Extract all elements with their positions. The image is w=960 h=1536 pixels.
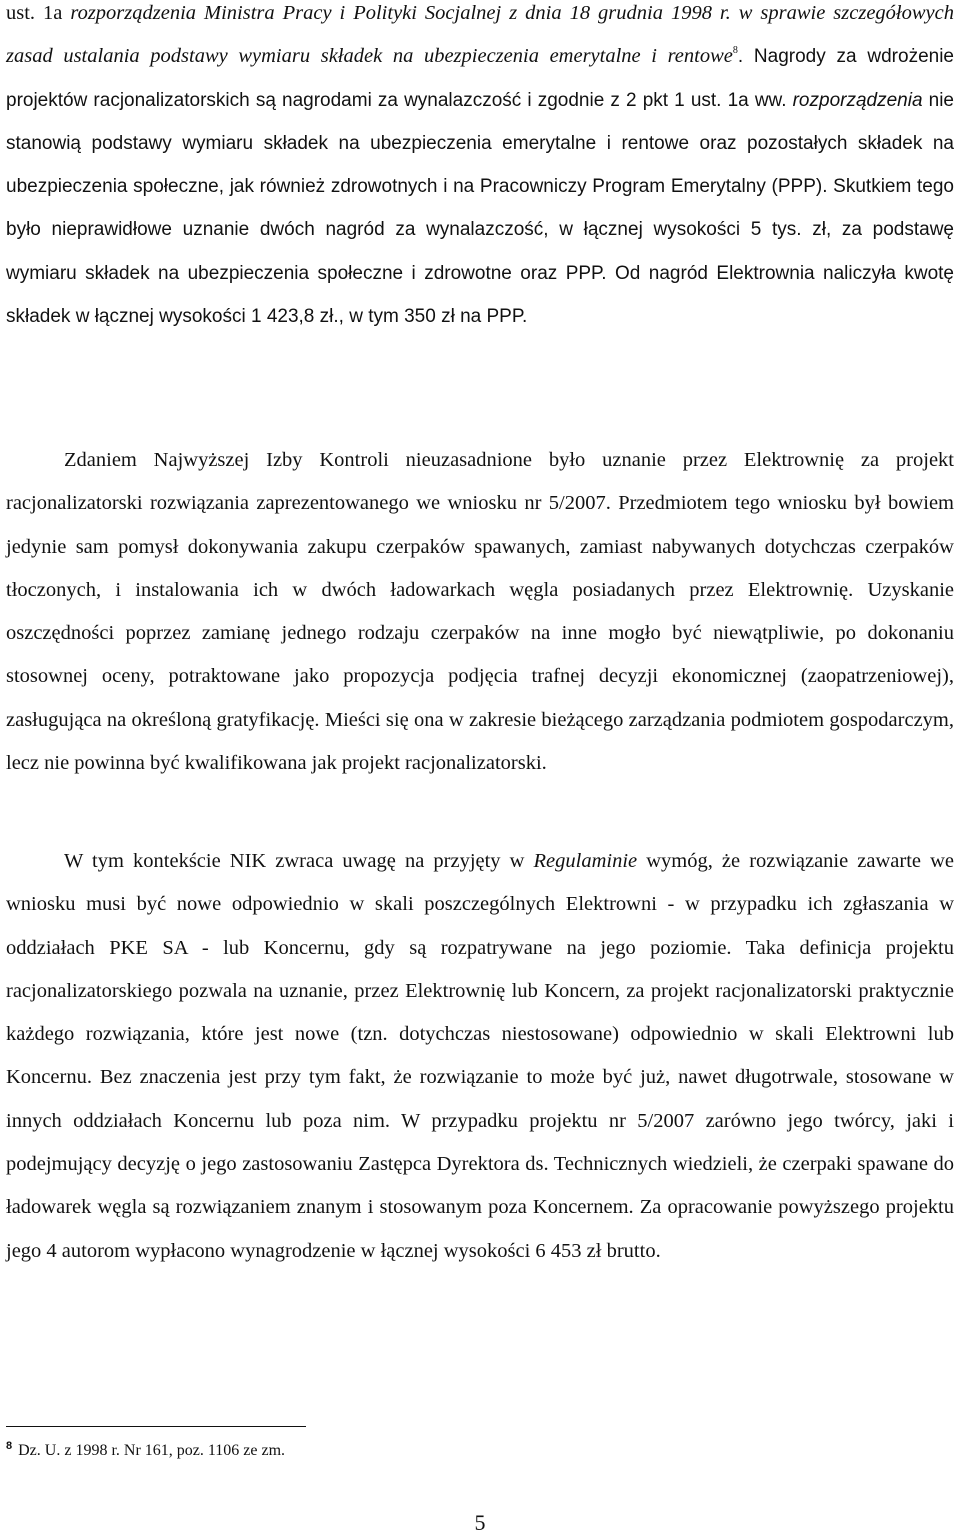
p1-lead: ust. 1a bbox=[6, 2, 71, 24]
p3-regulamin: Regulaminie bbox=[533, 850, 638, 872]
footnote-reference: 8 bbox=[732, 45, 738, 57]
p1-regulation-title: rozporządzenia Ministra Pracy i Polityki Socjalnej z dnia 18 grudnia 1998 r. w sprawie szczegółowych zasad ustalania podstawy wymiaru składek na ubezpieczenia emerytalne i rentowe bbox=[6, 2, 954, 68]
p1-text-sans: . Nagrody za wdrożenie projektów racjonalizatorskich są nagrodami za wynalazczość i zgodnie z 2 pkt 1 ust. 1a ww. bbox=[6, 46, 954, 111]
p3-rest: wymóg, że rozwiązanie zawarte we wniosku musi być nowe odpowiednio w skali poszczególnych Elektrowni - w przypadku ich zgłaszania w oddziałach PKE SA - lub Koncernu, gdy są rozpatrywane na jego poziomie. Taka definicja projektu racjonalizatorskiego pozwala na uznanie, przez Elektrownię lub Koncern, za projekt racjonalizatorski praktycznie każdego rozwiązania, które jest nowe (tzn. dotychczas niestosowane) odpowiednio w skali Elektrowni lub Koncernu. Bez znaczenia jest przy tym fakt, że rozwiązanie to może być już, nawet długotrwale, stosowane w innych oddziałach Koncernu lub poza nim. W przypadku projektu nr 5/2007 zarówno jego twórcy, jaki i podejmujący decyzję o jego zastosowaniu Zastępca Dyrektora ds. Technicznych wiedzieli, że czerpaki spawane do ładowarek węgla są rozwiązaniem znanym i stosowanym poza Koncernem. Za opracowanie powyższego projektu jego 4 autorom wypłacono wynagrodzenie w łącznej wysokości 6 453 zł brutto. bbox=[6, 850, 954, 1262]
paragraph-2: Zdaniem Najwyższej Izby Kontroli nieuzasadnione było uznanie przez Elektrownię za projekt racjonalizatorski rozwiązania zaprezentowanego we wniosku nr 5/2007. Przedmiotem tego wniosku był bowiem jedynie sam pomysł dokonywania zakupu czerpaków spawanych, zamiast nabywanych dotychczas czerpaków tłoczonych, i instalowania ich w dwóch ładowarkach węgla posiadanych przez Elektrownię. Uzyskanie oszczędności poprzez zamianę jednego rodzaju czerpaków na inne mogło być niewątpliwie, po dokonaniu stosownej oceny, potraktowane jako propozycja podjęcia trafnej decyzji ekonomicznej (zaopatrzeniowej), zasługująca na określoną gratyfikację. Mieści się ona w zakresie bieżącego zarządzania podmiotem gospodarczym, lecz nie powinna być kwalifikowana jak projekt racjonalizatorski. bbox=[6, 449, 954, 775]
p3-lead: W tym kontekście NIK zwraca uwagę na przyjęty w bbox=[64, 850, 534, 872]
page-number: 5 bbox=[474, 1510, 486, 1535]
footnote-separator bbox=[6, 1426, 306, 1427]
p1-text-rest: nie stanowią podstawy wymiaru składek na ubezpieczenia emerytalne i rentowe oraz pozostałych składek na ubezpieczenia społeczne, jak również zdrowotnych i na Pracowniczy Program Emerytalny (PPP). Skutkiem tego było nieprawidłowe uznanie dwóch nagród za wynalazczość, w łącznej wysokości 5 tys. zł, za podstawę wymiaru składek na ubezpieczenia społeczne i zdrowotne oraz PPP. Od nagród Elektrownia naliczyła kwotę składek w łącznej wysokości 1 423,8 zł., w tym 350 zł na PPP. bbox=[6, 89, 954, 328]
footnote bbox=[6, 1436, 285, 1461]
paragraph-3 bbox=[6, 840, 954, 1273]
footnote-number: 8 bbox=[6, 1440, 13, 1452]
p1-regulation-word: rozporządzenia bbox=[792, 89, 923, 111]
footnote-text: Dz. U. z 1998 r. Nr 161, poz. 1106 ze zm. bbox=[18, 1442, 286, 1459]
paragraph-1 bbox=[6, 0, 954, 338]
